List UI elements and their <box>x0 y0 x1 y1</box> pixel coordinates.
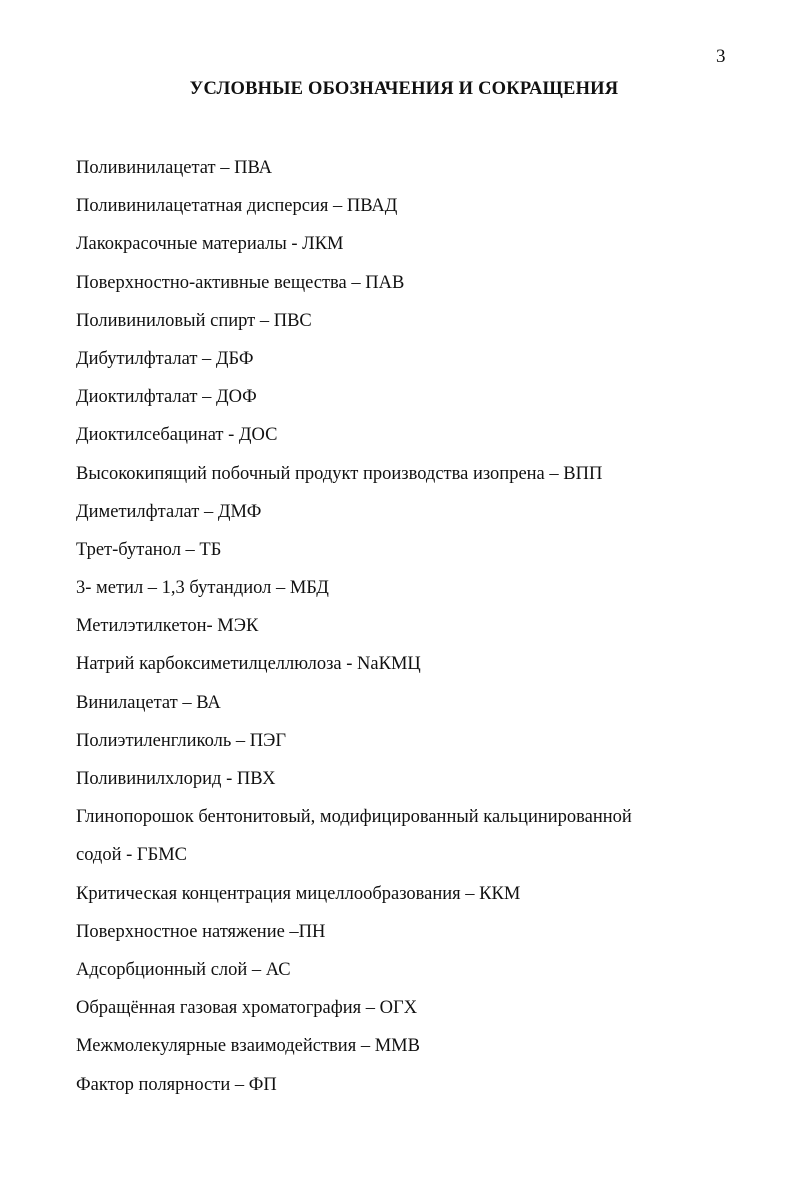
abbreviation-entry: Трет-бутанол – ТБ <box>76 539 222 560</box>
page-number: 3 <box>716 46 726 67</box>
page-title: УСЛОВНЫЕ ОБОЗНАЧЕНИЯ И СОКРАЩЕНИЯ <box>189 79 619 99</box>
abbreviation-entry: Высококипящий побочный продукт производства изопрена – ВПП <box>76 463 603 484</box>
abbreviation-entry: Полиэтиленгликоль – ПЭГ <box>76 730 287 751</box>
abbreviation-entry: Межмолекулярные взаимодействия – ММВ <box>76 1036 420 1057</box>
abbreviation-entry: Поливиниловый спирт – ПВС <box>76 310 312 331</box>
abbreviation-entry: Обращённая газовая хроматография – ОГХ <box>76 998 418 1019</box>
abbreviation-entry: Лакокрасочные материалы - ЛКМ <box>76 234 344 255</box>
abbreviation-list <box>76 149 716 1104</box>
abbreviation-entry: содой - ГБМС <box>76 845 188 866</box>
abbreviation-entry: Поверхностно-активные вещества – ПАВ <box>76 272 405 293</box>
abbreviation-entry: Натрий карбоксиметилцеллюлоза - NaКМЦ <box>76 654 421 675</box>
abbreviation-entry: Поливинилацетат – ПВА <box>76 158 273 178</box>
abbreviation-entry: Адсорбционный слой – АС <box>76 959 291 980</box>
abbreviation-entry: Глинопорошок бентонитовый, модифицированный кальцинированной <box>76 807 632 828</box>
abbreviation-entry: Метилэтилкетон- МЭК <box>76 616 259 637</box>
abbreviation-entry: Диоктилфталат – ДОФ <box>76 387 257 408</box>
abbreviation-entry: Критическая концентрация мицеллообразования – ККМ <box>76 883 521 904</box>
abbreviation-entry: Диметилфталат – ДМФ <box>76 501 262 522</box>
abbreviation-entry: 3- метил – 1,3 бутандиол – МБД <box>76 578 329 599</box>
abbreviation-entry: Поливинилацетатная дисперсия – ПВАД <box>76 196 398 217</box>
abbreviation-entry: Дибутилфталат – ДБФ <box>76 348 254 369</box>
abbreviation-entry: Фактор полярности – ФП <box>76 1074 277 1095</box>
abbreviation-entry: Диоктилсебацинат - ДОС <box>76 425 278 446</box>
abbreviation-entry: Поверхностное натяжение –ПН <box>76 921 326 942</box>
abbreviation-entry: Поливинилхлорид - ПВХ <box>76 769 276 789</box>
abbreviation-entry: Винилацетат – ВА <box>76 692 221 713</box>
